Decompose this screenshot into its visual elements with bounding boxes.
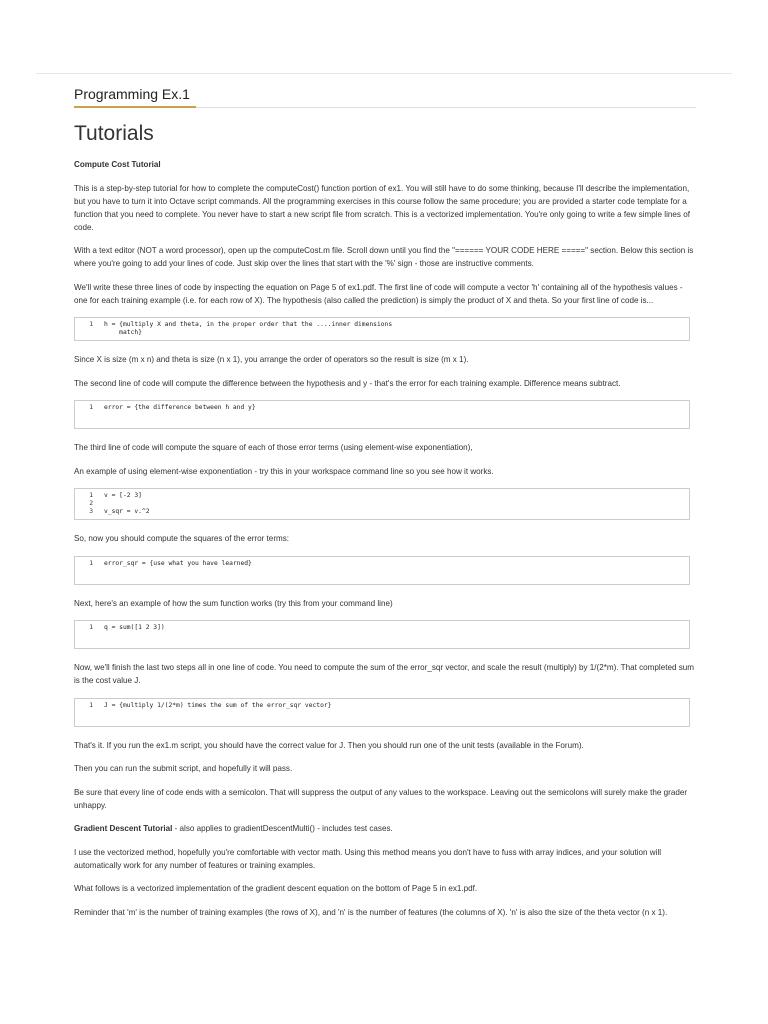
code-line: [75, 404, 685, 412]
paragraph: Now, we'll finish the last two steps all in one line of code. You need to compute the sum of the error_sqr vector, and scale the result (multiply) by 1/(2*m). That completed sum is the cost value J.: [74, 663, 694, 685]
section-title-accent: [74, 106, 196, 108]
code-text: v = [-2 3]: [104, 492, 142, 499]
code-text: q = sum([1 2 3]): [104, 624, 165, 631]
code-text: J = {multiply 1/(2*m) times the sum of the error_sqr vector}: [104, 701, 332, 709]
paragraph: An example of using element-wise exponentiation - try this in your workspace command line so you see how it works.: [74, 466, 494, 476]
page-title: Tutorials: [74, 122, 154, 145]
code-line: [75, 321, 685, 337]
code-line: [75, 492, 685, 500]
code-block[interactable]: [74, 400, 690, 429]
line-number: 1: [89, 559, 93, 567]
code-block[interactable]: [74, 488, 690, 520]
section-header: [74, 84, 696, 108]
paragraph: That's it. If you run the ex1.m script, you should have the correct value for J. Then you should run one of the unit tests (available in the Forum).: [74, 740, 584, 750]
section-title-underline: [74, 107, 696, 108]
paragraph: We'll write these three lines of code by inspecting the equation on Page 5 of ex1.pdf. The first line of code will compute a vector 'h' containing all of the hypothesis values - one for each training example (i.e. for each row of X). The hypothesis (also called the prediction) is simply the product of X and theta. So your first line of code is...: [74, 282, 683, 305]
paragraph: The second line of code will compute the difference between the hypothesis and y - that's the error for each training example. Difference means subtract.: [74, 378, 621, 388]
paragraph-gradient-descent: [74, 822, 696, 835]
page-content: [74, 84, 696, 929]
code-block[interactable]: [74, 620, 690, 649]
code-line: [75, 508, 685, 516]
code-text: [104, 500, 685, 508]
line-number: 1: [89, 701, 93, 709]
line-number: 1: [89, 492, 93, 499]
top-divider: [36, 73, 732, 74]
code-block[interactable]: [74, 698, 690, 727]
paragraph: Reminder that 'm' is the number of training examples (the rows of X), and 'n' is the number of features (the columns of X). 'n' is also the size of the theta vector (n x 1).: [74, 907, 668, 917]
paragraph: Be sure that every line of code ends with a semicolon. That will suppress the output of any values to the workspace. Leaving out the semicolons will surely make the grader unhappy.: [74, 787, 688, 810]
code-line: [75, 500, 685, 508]
line-number: 1: [89, 624, 93, 631]
paragraph: This is a step-by-step tutorial for how to complete the computeCost() function portion of ex1. You will still have to do some thinking, because I'll describe the implementation, but you have to turn it into Octave script commands. All the programming exercises in this course follow the same procedure; you are provided a starter code template for a function that you need to complete. You never have to start a new script file from scratch. This is a vectorized implementation. You're only going to write a few simple lines of code.: [74, 183, 690, 232]
paragraph: Next, here's an example of how the sum function works (try this from your command line): [74, 598, 393, 608]
paragraph: I use the vectorized method, hopefully you're comfortable with vector math. Using this method means you don't have to fuss with array indices, and your solution will automatically work for any number of features or training examples.: [74, 847, 662, 870]
code-block[interactable]: [74, 317, 690, 341]
subheading-compute-cost: Compute Cost Tutorial: [74, 160, 161, 169]
code-block[interactable]: [74, 556, 690, 585]
subheading-gradient-descent: Gradient Descent Tutorial: [74, 824, 173, 833]
paragraph: With a text editor (NOT a word processor), open up the computeCost.m file. Scroll down until you find the "====== YOUR CODE HERE =====" section. Below this section is where you're going to add your lines of code. Just skip over the lines that start with the '%' sign - those are instructive comments.: [74, 246, 694, 268]
paragraph: Then you can run the submit script, and hopefully it will pass.: [74, 764, 293, 773]
line-number: 1: [89, 321, 93, 328]
code-line: [75, 702, 685, 710]
code-line: [75, 560, 685, 568]
line-number: 3: [89, 508, 93, 515]
code-text: h = {multiply X and theta, in the proper order that the ....inner dimensions match}: [104, 321, 393, 336]
line-number: 2: [89, 500, 93, 507]
code-line: [75, 624, 685, 632]
section-title: Programming Ex.1: [74, 86, 190, 102]
paragraph: The third line of code will compute the square of each of those error terms (using element-wise exponentiation),: [74, 443, 473, 452]
line-number: 1: [89, 404, 93, 411]
gradient-descent-note: - also applies to gradientDescentMulti() - includes test cases.: [172, 824, 393, 833]
paragraph: Since X is size (m x n) and theta is size (n x 1), you arrange the order of operators so the result is size (m x 1).: [74, 355, 469, 364]
code-text: error = {the difference between h and y}: [104, 404, 256, 411]
code-text: error_sqr = {use what you have learned}: [104, 559, 252, 567]
paragraph: So, now you should compute the squares of the error terms:: [74, 534, 290, 543]
code-text: v_sqr = v.^2: [104, 508, 150, 515]
paragraph: What follows is a vectorized implementation of the gradient descent equation on the bottom of Page 5 in ex1.pdf.: [74, 884, 478, 893]
